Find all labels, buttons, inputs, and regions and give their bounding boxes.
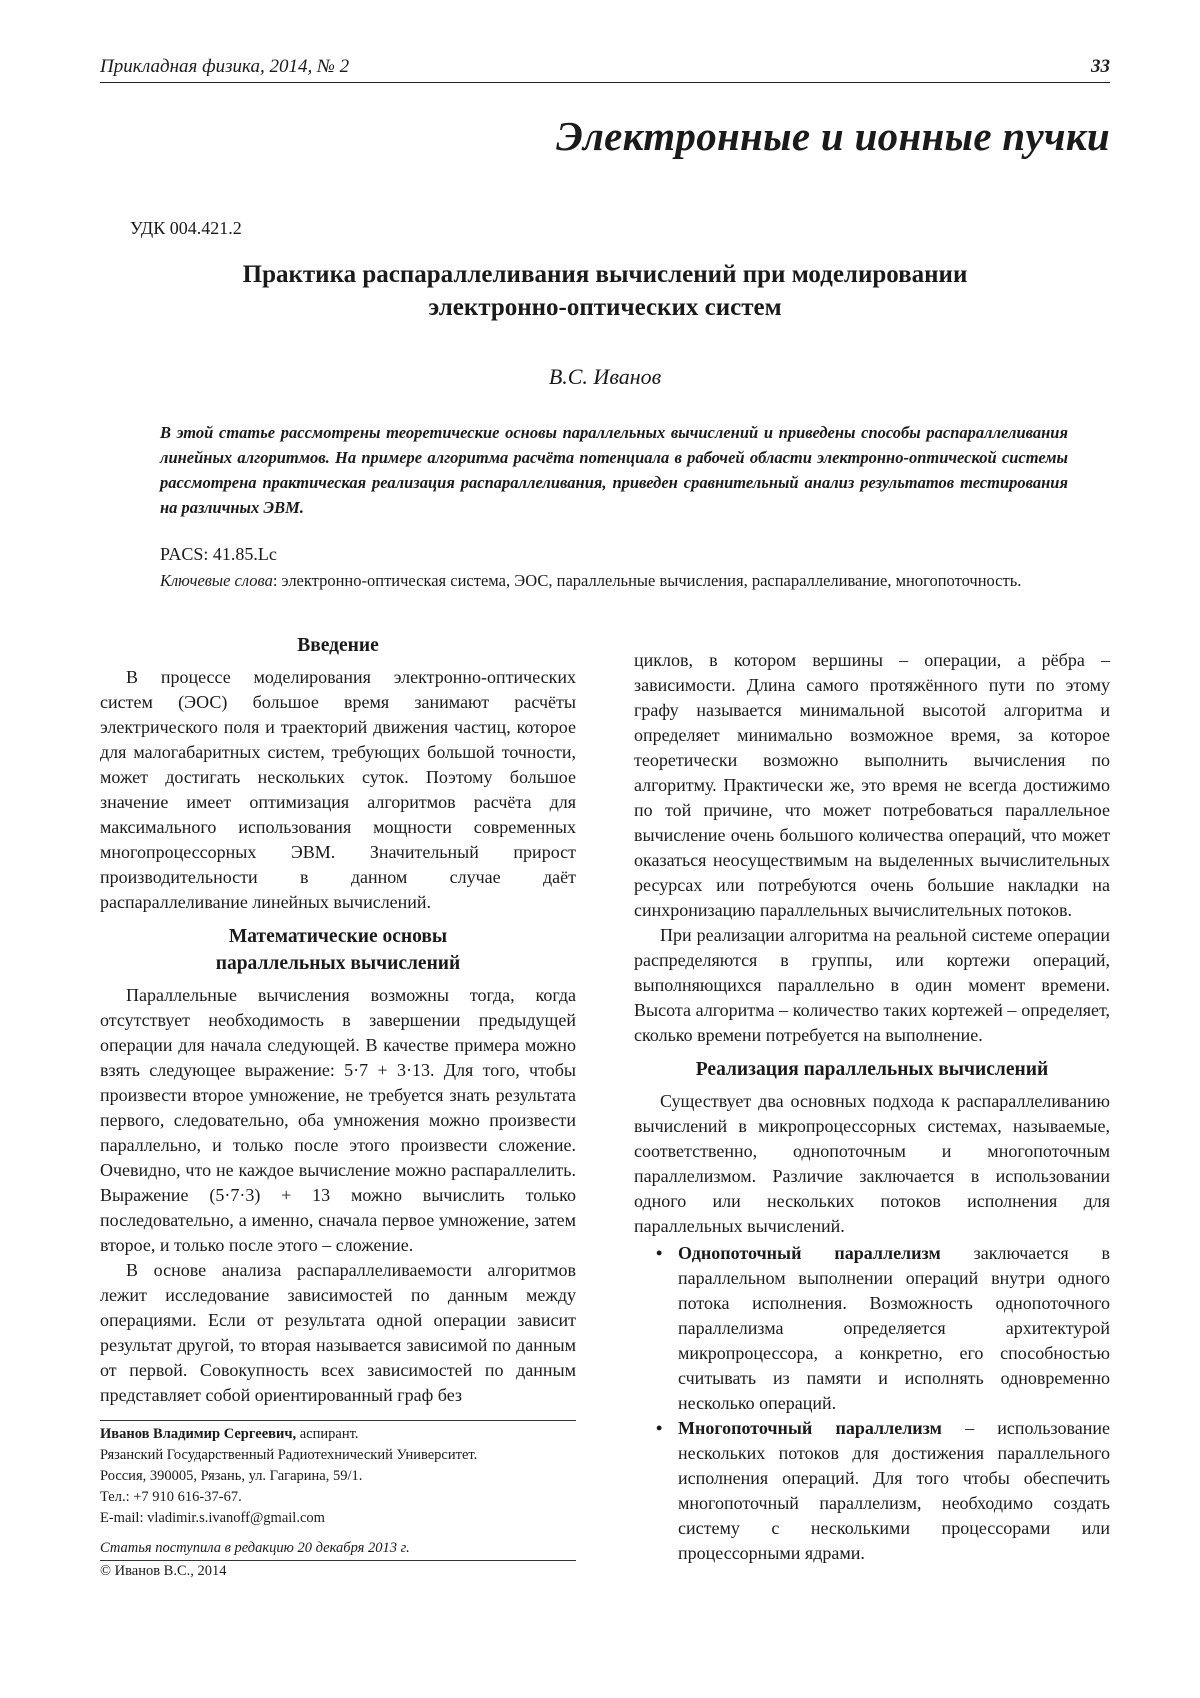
- section-title: Электронные и ионные пучки: [556, 113, 1110, 159]
- udc-code: УДК 004.421.2: [130, 218, 242, 238]
- heading-introduction: Введение: [297, 635, 379, 656]
- footnote-affiliation: Рязанский Государственный Радиотехнический Университет.: [100, 1447, 478, 1463]
- paragraph: При реализации алгоритма на реальной системе операции распределяются в группы, или кортежи операций, выполняющихся параллельно в один момент времени. Высота алгоритма – количество таких кортежей – определяет, сколько времени потребуется на выполнение.: [634, 925, 1110, 1045]
- footnote-phone: Тел.: +7 910 616-37-67.: [100, 1489, 242, 1505]
- journal-citation: Прикладная физика, 2014, № 2: [100, 56, 350, 77]
- article-title: [100, 258, 1110, 324]
- footnote-divider: [100, 1420, 576, 1421]
- bullet-icon: •: [656, 1418, 663, 1438]
- list-item: [634, 1416, 1110, 1566]
- keywords-label: Ключевые слова: [160, 571, 273, 590]
- heading-math-foundations: [100, 923, 576, 977]
- footnote-address: Россия, 390005, Рязань, ул. Гагарина, 59/1.: [100, 1468, 363, 1484]
- pacs-code: PACS: 41.85.Lc: [160, 544, 277, 564]
- bullet-list: [634, 1241, 1110, 1566]
- bullet-icon: •: [656, 1243, 663, 1263]
- bullet-term: Однопоточный параллелизм: [678, 1243, 941, 1263]
- author-footnote: [100, 1424, 576, 1529]
- paragraph: В процессе моделирования электронно-оптических систем (ЭОС) большое время занимают расчёты электрического поля и траекторий движения частиц, которое для малогабаритных систем, требующих большой точности, может достигать нескольких суток. Поэтому большое значение имеет оптимизация алгоритмов расчёта для максимального использования мощности современных многопроцессорных ЭВМ. Значительный прирост производительности в данном случае даёт распараллеливание линейных вычислений.: [100, 667, 576, 912]
- bullet-text: – использование нескольких потоков для достижения параллельного исполнения операций. Для того чтобы обеспечить многопоточный параллелизм, необходимо создать систему с несколькими процессорами или процессорными ядрами.: [678, 1418, 1110, 1563]
- footnote-email: E-mail: vladimir.s.ivanoff@gmail.com: [100, 1510, 325, 1526]
- paragraph: Существует два основных подхода к распараллеливанию вычислений в микропроцессорных системах, называемые, соответственно, однопоточным и многопоточным параллелизмом. Различие заключается в использовании одного или нескольких потоков исполнения для параллельных вычислений.: [634, 1091, 1110, 1236]
- article-author: В.С. Иванов: [548, 364, 662, 389]
- article-title-line: Практика распараллеливания вычислений при моделировании: [242, 261, 968, 288]
- right-column: [634, 648, 1110, 1566]
- list-item: [634, 1241, 1110, 1416]
- article-title-line: электронно-оптических систем: [428, 294, 782, 321]
- bullet-text: заключается в параллельном выполнении операций внутри одного потока исполнения. Возможность однопоточного параллелизма определяется архитектурой микропроцессора, а конкретно, его способностью считывать из памяти и исполнять одновременно несколько операций.: [678, 1243, 1110, 1413]
- paragraph: В основе анализа распараллеливаемости алгоритмов лежит исследование зависимостей по данным между операциями. Если от результата одной операции зависит результат другой, то вторая называется зависимой по данным от первой. Совокупность всех зависимостей по данным представляет собой ориентированный граф без: [100, 1260, 576, 1405]
- abstract: В этой статье рассмотрены теоретические основы параллельных вычислений и приведены способы распараллеливания линейных алгоритмов. На примере алгоритма расчёта потенциала в рабочей области электронно-оптической системы рассмотрена практическая реализация распараллеливания, приведен сравнительный анализ результатов тестирования на различных ЭВМ.: [160, 423, 1068, 517]
- footnote-name-line: [100, 1424, 576, 1445]
- keywords: [160, 568, 1068, 593]
- received-date: Статья поступила в редакцию 20 декабря 2013 г.: [100, 1540, 410, 1556]
- bullet-term: Многопоточный параллелизм: [678, 1418, 942, 1438]
- page-number: 33: [1091, 56, 1110, 77]
- keywords-text: : электронно-оптическая система, ЭОС, параллельные вычисления, распараллеливание, многопоточность.: [272, 571, 1022, 590]
- running-header: [100, 56, 1110, 83]
- copyright: © Иванов В.С., 2014: [100, 1563, 227, 1579]
- footnote-author-name: Иванов Владимир Сергеевич,: [100, 1426, 297, 1442]
- heading-implementation: Реализация параллельных вычислений: [695, 1059, 1049, 1080]
- paragraph: Параллельные вычисления возможны тогда, когда отсутствует необходимость в завершении предыдущей операции для начала следующей. В качестве примера можно взять следующее выражение: 5·7 + 3·13. Для того, чтобы произвести второе умножение, не требуется знать результата первого, следовательно, оба умножения можно произвести параллельно, и только после этого произвести сложение. Очевидно, что не каждое вычисление можно распараллелить. Выражение (5·7·3) + 13 можно вычислить только последовательно, а именно, сначала первое умножение, затем второе, и только после этого – сложение.: [100, 985, 576, 1255]
- heading-line: параллельных вычислений: [215, 953, 461, 974]
- footnote-author-role: аспирант.: [296, 1426, 359, 1442]
- heading-line: Математические основы: [228, 926, 448, 947]
- left-column: [100, 632, 576, 1408]
- paragraph: циклов, в котором вершины – операции, а рёбра – зависимости. Длина самого протяжённого пути по этому графу называется минимальной высотой алгоритма и определяет минимально возможное время, за которое теоретически возможно выполнить вычисления по алгоритму. Практически же, это время не всегда достижимо по той причине, что может потребоваться параллельное вычисление очень большого количества операций, что может оказаться неосуществимым на выделенных вычислительных ресурсах или потребуются очень большие накладки на синхронизацию параллельных вычислительных потоков.: [634, 650, 1110, 920]
